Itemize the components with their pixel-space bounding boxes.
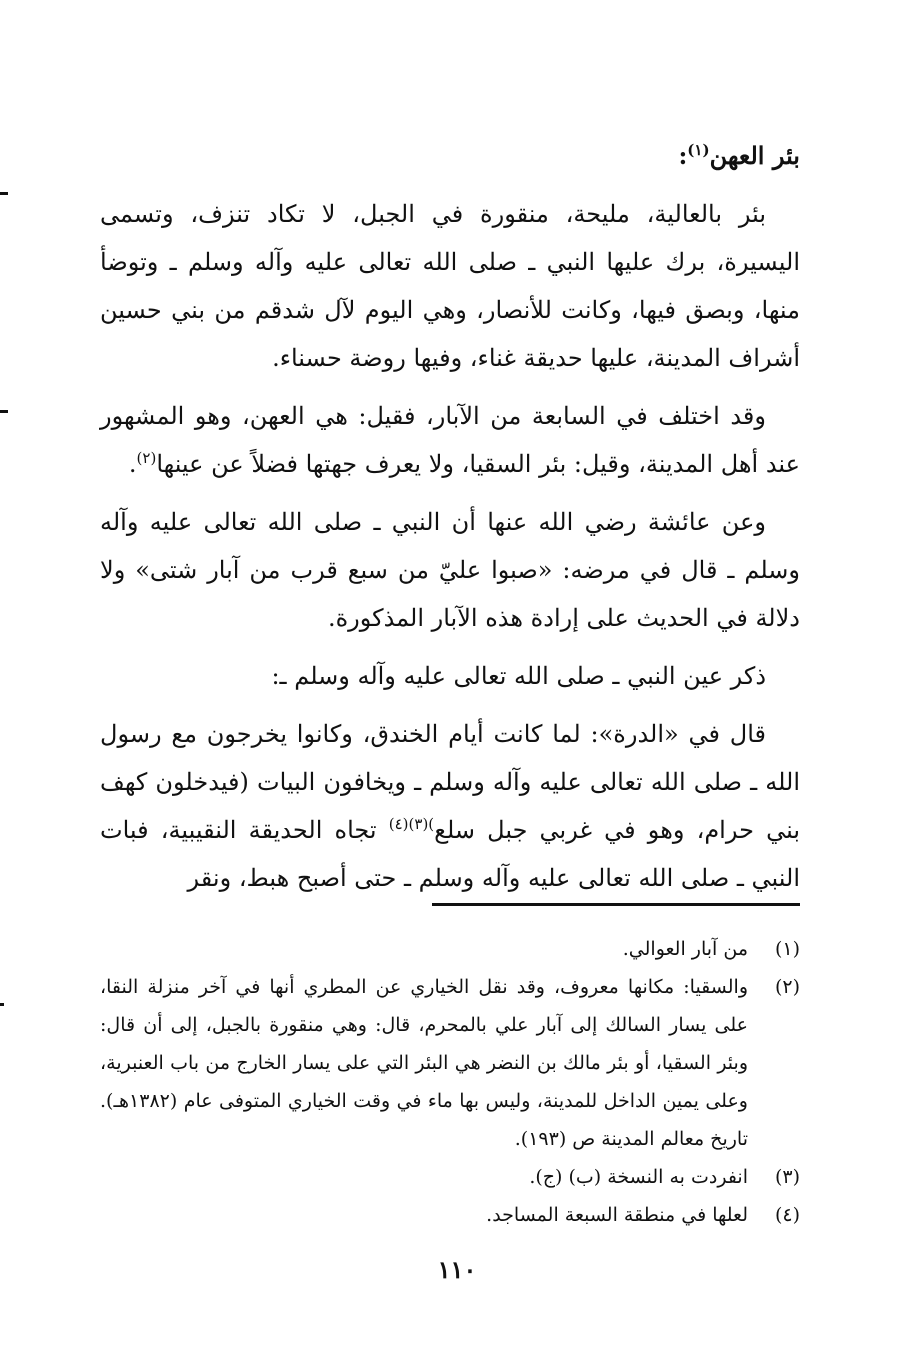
footnotes — [100, 930, 800, 1234]
paragraph: قال في «الدرة»: لما كانت أيام الخندق، وكانوا يخرجون مع رسول الله ـ صلى الله تعالى عليه وآله وسلم ـ ويخافون البيات (فيدخلون كهف بني حرام، وهو في غربي جبل سلع$^{)(٣)(٤)}$ تجاه الحديقة النقيبية، فبات النبي ـ صلى الله تعالى عليه وآله وسلم ـ حتى أصبح هبط، ونقر — [100, 720, 801, 892]
main-text — [100, 132, 800, 912]
section-title: بئر العهن — [709, 141, 800, 170]
paragraph: ذكر عين النبي ـ صلى الله تعالى عليه وآله وسلم ـ: — [271, 662, 766, 690]
footnote-ref: (١) — [687, 141, 710, 159]
footnote-ref: (٢) — [136, 449, 157, 467]
footnote-ref: )(٣) — [408, 815, 435, 833]
paragraph: وعن عائشة رضي الله عنها أن النبي ـ صلى الله تعالى عليه وآله وسلم ـ قال في مرضه: «صبوا عليّ من سبع قرب من آبار شتى» ولا دلالة في الحديث على إرادة هذه الآبار المذكورة. — [100, 508, 800, 632]
footnote — [100, 968, 800, 1158]
footnote-number: (٢) — [774, 976, 800, 998]
page-number: ١١٠ — [437, 1255, 477, 1284]
footnote-number: (١) — [774, 938, 800, 960]
footnote — [100, 1196, 800, 1234]
paragraph: بئر بالعالية، مليحة، منقورة في الجبل، لا تكاد تنزف، وتسمى اليسيرة، برك عليها النبي ـ صلى الله تعالى عليه وآله وسلم ـ وتوضأ منها، وبصق فيها، وكانت للأنصار، وهي اليوم لآل شدقم من بني حسين أشراف المدينة، عليها حديقة غناء، وفيها روضة حسناء. — [100, 200, 800, 372]
footnote-separator — [432, 903, 800, 906]
scan-edge-mark — [0, 410, 8, 413]
footnote-text: من آبار العوالي. — [622, 938, 748, 960]
section-heading — [100, 132, 800, 180]
footnote-text: لعلها في منطقة السبعة المساجد. — [486, 1204, 748, 1226]
section-title-colon: : — [678, 141, 688, 170]
paragraph: وقد اختلف في السابعة من الآبار، فقيل: هي العهن، وهو المشهور عند أهل المدينة، وقيل: بئر السقيا، ولا يعرف جهتها فضلاً عن عينها$^{(٢)}$. — [100, 402, 800, 478]
scan-edge-mark — [0, 192, 8, 195]
footnote-text: والسقيا: مكانها معروف، وقد نقل الخياري عن المطري أنها في آخر منزلة النقا، على يسار السالك إلى آبار علي بالمحرم، قال: وهي منقورة بالجبل، إلى أن قال: وبئر السقيا، أو بئر مالك بن النضر هي البئر التي على يسار الخارج من باب العنبرية، وعلى يمين الداخل للمدينة، وليس بها ماء في وقت الخياري المتوفى عام (١٣٨٢هـ). تاريخ معالم المدينة ص (١٩٣). — [100, 976, 748, 1150]
footnote — [100, 930, 800, 968]
footnote-number: (٣) — [774, 1166, 800, 1188]
footnote-number: (٤) — [774, 1204, 800, 1226]
footnote — [100, 1158, 800, 1196]
footnote-text: انفردت به النسخة (ب) (ج). — [529, 1166, 748, 1188]
scan-edge-mark — [0, 1003, 4, 1006]
footnote-ref: (٤) — [388, 815, 409, 833]
